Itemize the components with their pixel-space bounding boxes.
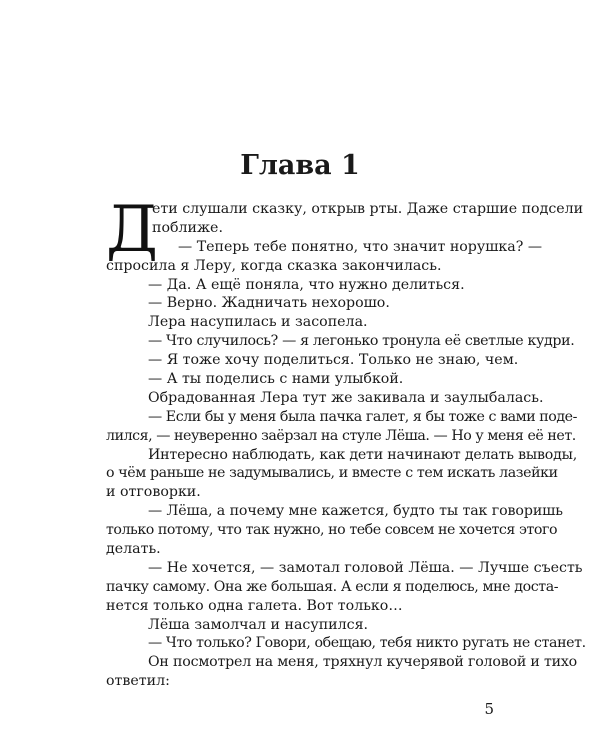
text-line: о чём раньше не задумывались, и вместе с тем искать лазейки — [106, 465, 558, 482]
text-line: Лера насупилась и засопела. — [148, 314, 368, 331]
text-line: Обрадованная Лера тут же закивала и заулыбалась. — [148, 389, 544, 406]
text-line: нется только одна галета. Вот только… — [106, 597, 403, 614]
text-line: — Да. А ещё поняла, что нужно делиться. — [148, 276, 465, 293]
text-line: только потому, что так нужно, но тебе совсем не хочется этого — [106, 522, 558, 539]
text-line: делать. — [106, 541, 161, 558]
text-line: ети слушали сказку, открыв рты. Даже старшие подсели — [152, 201, 584, 217]
chapter-title: Глава 1 — [240, 150, 360, 181]
text-line: спросила я Леру, когда сказка закончилась. — [106, 257, 442, 274]
text-line: лился, — неуверенно заёрзал на стуле Лёша. — Но у меня её нет. — [106, 427, 576, 444]
text-line: — Я тоже хочу поделиться. Только не знаю, чем. — [148, 352, 519, 369]
text-line: Он посмотрел на меня, тряхнул кучерявой головой и тихо — [148, 654, 578, 671]
text-line: — Теперь тебе понятно, что значит норушка? — — [178, 238, 543, 255]
text-line: Интересно наблюдать, как дети начинают делать выводы, — [148, 446, 578, 463]
text-line: — Что случилось? — я легонько тронула её светлые кудри. — [148, 333, 575, 350]
text-line: — Лёша, а почему мне кажется, будто ты так говоришь — [148, 503, 563, 520]
text-line: Лёша замолчал и насупился. — [148, 616, 369, 633]
text-line: — А ты поделись с нами улыбкой. — [148, 371, 404, 388]
chapter-text — [106, 193, 586, 691]
text-line: — Если бы у меня была пачка галет, я бы тоже с вами поде- — [148, 408, 577, 425]
text-line: — Что только? Говори, обещаю, тебя никто ругать не станет. — [148, 635, 586, 652]
page-number: 5 — [484, 700, 494, 718]
drop-cap-letter: Д — [106, 193, 159, 267]
text-line: и отговорки. — [106, 484, 201, 501]
text-line: поближе. — [152, 219, 223, 236]
text-line: — Верно. Жадничать нехорошо. — [148, 295, 390, 312]
text-line: — Не хочется, — замотал головой Лёша. — Лучше съесть — [148, 559, 583, 576]
text-line: ответил: — [106, 673, 170, 690]
text-line: пачку самому. Она же большая. А если я поделюсь, мне доста- — [106, 578, 559, 595]
